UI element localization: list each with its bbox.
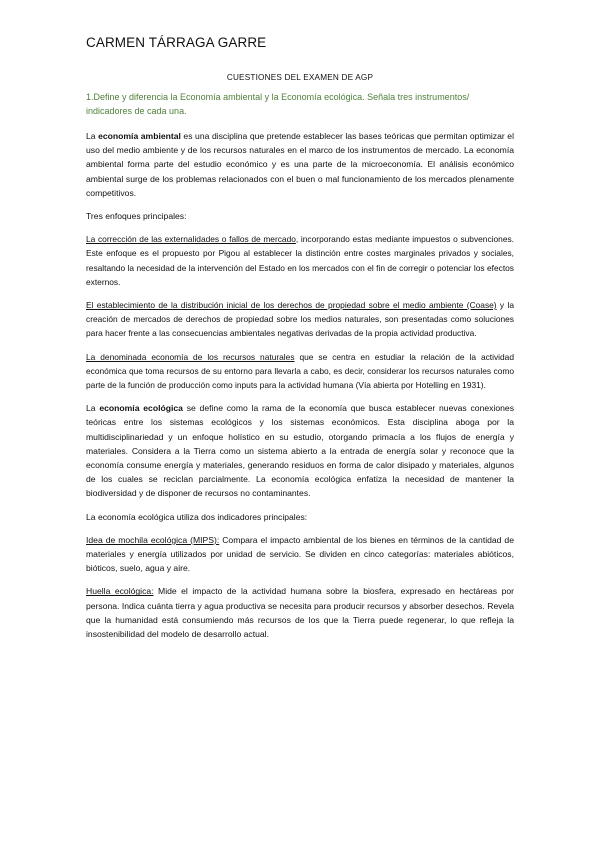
paragraph-prefix: La: [86, 131, 99, 141]
paragraph-text: se define como la rama de la economía que busca establecer nuevas conexiones teóricas entre los sistemas ecológicos y los sistemas económicos. Esta disciplina aboga por la multidisciplinariedad y un enfoque holístico en su estudio, otorgando primacía a los flujos de energía y materiales. Considera a la Tierra como un sistema abierto a la entrada de energía solar y reconoce que la economía consume energía y materiales, generando residuos en forma de calor disipado y materiales, algunos de los cuales se reciclan parcialmente. La economía ecológica enfatiza la necesidad de mantener la biodiversidad y de disponer de recursos no contaminantes.: [86, 403, 514, 499]
paragraph-recursos-naturales: [86, 350, 514, 393]
paragraph-text: Mide el impacto de la actividad humana sobre la biosfera, expresado en hectáreas por persona. Indica cuánta tierra y agua productiva se necesita para producir recursos y absorber desechos. Revela que la humanidad está consumiendo más recursos de los que la Tierra puede regenerar, lo que refleja la insostenibilidad del modelo de desarrollo actual.: [86, 586, 514, 640]
paragraph-economia-ambiental: [86, 129, 514, 200]
paragraph-enfoques: Tres enfoques principales:: [86, 211, 187, 222]
paragraph-mochila-ecologica: [86, 533, 514, 576]
term-derechos-propiedad: El establecimiento de la distribución inicial de los derechos de propiedad sobre el medio ambiente (Coase): [86, 300, 497, 311]
document-body: [86, 73, 514, 650]
term-economia-ecologica: economía ecológica: [99, 403, 183, 414]
paragraph-derechos-propiedad: [86, 298, 514, 341]
term-economia-ambiental: economía ambiental: [98, 131, 181, 141]
paragraph-text: es una disciplina que pretende establecer las bases teóricas que permitan optimizar el uso del medio ambiente y de los recursos naturales en el marco de los instrumentos de mercado. La economía ambiental forma parte del estudio económico y es una parte de la microeconomía. El análisis económico ambiental surge de los problemas relacionados con el buen o mal funcionamiento de los mercados plenamente competitivos.: [86, 131, 514, 198]
author-name: CARMEN TÁRRAGA GARRE: [86, 35, 267, 50]
paragraph-huella-ecologica: [86, 584, 514, 641]
paragraph-text: que se centra en estudiar la relación de la actividad económica que toma recursos de su entorno para llevarla a cabo, es decir, considerar los recursos naturales como parte de la función de producción como inputs para la actividad humana (Vía abierta por Hotelling en 1931).: [86, 351, 514, 391]
paragraph-prefix: La: [86, 403, 100, 414]
term-mochila-ecologica: Idea de mochila ecológica (MIPS):: [86, 534, 220, 545]
paragraph-text: Compara el impacto ambiental de los bienes en términos de la cantidad de materiales y energía utilizados por unidad de servicio. Se dividen en cinco categorías: materiales abióticos, bióticos, suelo, agua y aire.: [86, 534, 514, 574]
paragraph-indicadores: La economía ecológica utiliza dos indicadores principales:: [86, 511, 308, 522]
term-externalidades: La corrección de las externalidades o fallos de mercado: [86, 234, 296, 245]
question-heading: 1.Define y diferencia la Economía ambiental y la Economía ecológica. Señala tres instrumentos/ indicadores de cada una.: [86, 92, 470, 116]
paragraph-text: y la creación de mercados de derechos de propiedad sobre los medios naturales, son presentadas como soluciones para hacer frente a las consecuencias ambientales negativas derivadas de la propia actividad productiva.: [86, 300, 514, 339]
term-huella-ecologica: Huella ecológica:: [86, 586, 154, 597]
paragraph-text: , incorporando estas mediante impuestos o subvenciones. Este enfoque es el propuesto por Pigou al establecer la distinción entre costes marginales privados y sociales, resaltando la necesidad de la intervención del Estado en los mercados con el fin de corregir o potenciar los efectos externos.: [86, 234, 514, 287]
document-title: CUESTIONES DEL EXAMEN DE AGP: [226, 73, 374, 82]
paragraph-economia-ecologica: [86, 401, 514, 500]
paragraph-externalidades: [86, 232, 514, 289]
term-recursos-naturales: La denominada economía de los recursos naturales: [86, 351, 295, 362]
